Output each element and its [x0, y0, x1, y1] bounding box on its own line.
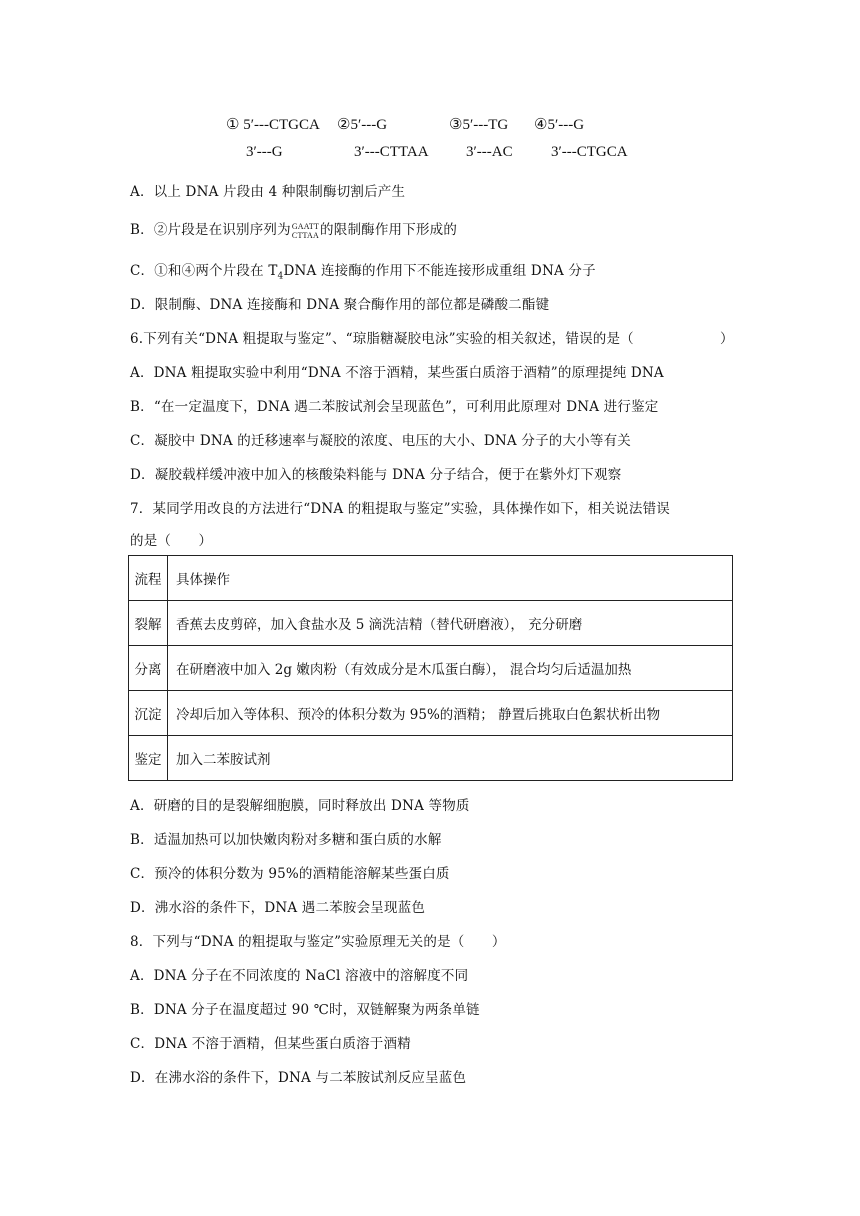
recognition-seq-bottom: CTTAA — [291, 230, 319, 240]
table-cell: 裂解 — [129, 601, 168, 646]
table-cell: 沉淀 — [129, 691, 168, 736]
q6-option-d: D．凝胶载样缓冲液中加入的核酸染料能与 DNA 分子结合，便于在紫外灯下观察 — [130, 467, 622, 483]
q5-option-b-prefix: B．②片段是在识别序列为 — [130, 222, 291, 238]
q8-option-d: D．在沸水浴的条件下，DNA 与二苯胺试剂反应呈蓝色 — [130, 1070, 467, 1086]
q5-option-c-prefix: C．①和④两个片段在 T — [130, 263, 278, 279]
procedure-table — [128, 555, 733, 781]
q8-stem: 8．下列与“DNA 的粗提取与鉴定”实验原理无关的是（ ） — [130, 934, 506, 950]
q7-option-d: D．沸水浴的条件下，DNA 遇二苯胺会呈现蓝色 — [130, 900, 426, 916]
table-cell: 流程 — [129, 556, 168, 601]
table-cell: 加入二苯胺试剂 — [168, 736, 733, 781]
q5-option-c — [130, 259, 596, 282]
table-cell: 具体操作 — [168, 556, 733, 601]
table-row — [129, 556, 733, 601]
q6-paren-close: ） — [720, 331, 734, 347]
fragment-2-bottom: 3′---CTTAA — [354, 144, 429, 160]
table-cell: 鉴定 — [129, 736, 168, 781]
q7-option-b: B．适温加热可以加快嫩肉粉对多糖和蛋白质的水解 — [130, 832, 442, 848]
q8-option-b: B．DNA 分子在温度超过 90 ℃时，双链解聚为两条单链 — [130, 1002, 480, 1018]
recognition-seq-top: GAATT — [291, 221, 320, 231]
q5-option-a: A．以上 DNA 片段由 4 种限制酶切割后产生 — [130, 184, 406, 200]
q8-option-c: C．DNA 不溶于酒精，但某些蛋白质溶于酒精 — [130, 1036, 411, 1052]
table-cell: 分离 — [129, 646, 168, 691]
table-row — [129, 691, 733, 736]
t4-subscript: 4 — [277, 271, 284, 282]
table-row — [129, 601, 733, 646]
q5-option-b — [130, 218, 457, 240]
table-row — [129, 736, 733, 781]
q5-option-b-suffix: 的限制酶作用下形成的 — [320, 222, 458, 238]
fragment-1-top: ① 5′---CTGCA — [226, 117, 320, 133]
table-cell: 香蕉去皮剪碎，加入食盐水及 5 滴洗洁精（替代研磨液）， 充分研磨 — [168, 601, 733, 646]
q7-stem-line2: 的是（ ） — [130, 533, 213, 549]
table-row — [129, 646, 733, 691]
q6-stem: 6.下列有关“DNA 粗提取与鉴定”、“琼脂糖凝胶电泳”实验的相关叙述，错误的是（ — [130, 331, 634, 347]
fragment-3-top: ③5′---TG — [449, 117, 509, 133]
q8-option-a: A．DNA 分子在不同浓度的 NaCl 溶液中的溶解度不同 — [130, 968, 469, 984]
fragment-3-bottom: 3′---AC — [466, 144, 513, 160]
q6-option-a: A．DNA 粗提取实验中利用“DNA 不溶于酒精，某些蛋白质溶于酒精”的原理提纯 DNA — [130, 365, 664, 381]
q6-option-c: C．凝胶中 DNA 的迁移速率与凝胶的浓度、电压的大小、DNA 分子的大小等有关 — [130, 433, 631, 449]
table-cell: 冷却后加入等体积、预冷的体积分数为 95%的酒精； 静置后挑取白色絮状析出物 — [168, 691, 733, 736]
fragment-4-bottom: 3′---CTGCA — [551, 144, 628, 160]
q7-option-c: C．预冷的体积分数为 95%的酒精能溶解某些蛋白质 — [130, 866, 450, 882]
recognition-sequence — [292, 222, 319, 240]
q5-option-d: D．限制酶、DNA 连接酶和 DNA 聚合酶作用的部位都是磷酸二酯键 — [130, 297, 550, 313]
table-cell: 在研磨液中加入 2g 嫩肉粉（有效成分是木瓜蛋白酶）， 混合均匀后适温加热 — [168, 646, 733, 691]
q5-option-c-suffix: DNA 连接酶的作用下不能连接形成重组 DNA 分子 — [283, 263, 596, 279]
fragment-1-bottom: 3′---G — [246, 144, 283, 160]
q7-option-a: A．研磨的目的是裂解细胞膜，同时释放出 DNA 等物质 — [130, 798, 470, 814]
q6-option-b: B．“在一定温度下，DNA 遇二苯胺试剂会呈现蓝色”，可利用此原理对 DNA 进行鉴定 — [130, 399, 659, 415]
fragment-2-top: ②5′---G — [337, 117, 388, 133]
q7-stem-line1: 7．某同学用改良的方法进行“DNA 的粗提取与鉴定”实验，具体操作如下，相关说法错误 — [130, 501, 670, 517]
fragment-4-top: ④5′---G — [534, 117, 585, 133]
